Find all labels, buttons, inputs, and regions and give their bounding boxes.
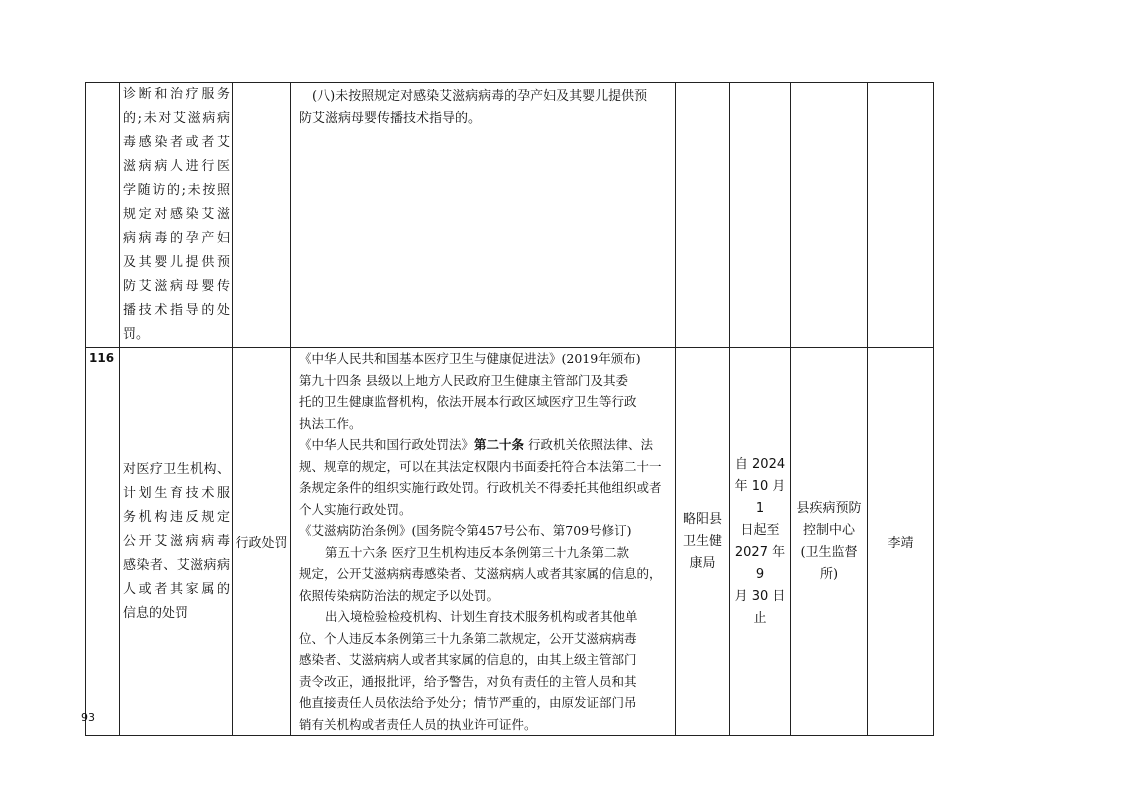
basis-line: 托的卫生健康监督机构，依法开展本行政区域医疗卫生等行政 bbox=[299, 394, 637, 409]
basis-line: 防艾滋病母婴传播技术指导的。 bbox=[299, 111, 482, 126]
responsible-person: 李靖 bbox=[887, 536, 914, 551]
basis-cell bbox=[291, 83, 676, 348]
basis-line bbox=[299, 434, 671, 456]
person-cell bbox=[868, 83, 934, 348]
name-line: 及其婴儿提供预 bbox=[123, 255, 230, 270]
agency-line: 所) bbox=[819, 566, 839, 582]
name-line: 公开艾滋病病毒 bbox=[123, 533, 230, 549]
period-line: 年 10 月 1 bbox=[734, 478, 786, 516]
name-line: 对医疗卫生机构、 bbox=[123, 461, 230, 477]
law-title: 《艾滋病防治条例》(国务院令第457号公布、第709号修订) bbox=[299, 523, 632, 538]
subject-cell bbox=[676, 83, 730, 348]
basis-line: 第九十四条 县级以上地方人民政府卫生健康主管部门及其委 bbox=[299, 372, 628, 388]
name-line: 防艾滋病母婴传 bbox=[123, 279, 230, 294]
agency-line: 控制中心 bbox=[802, 522, 855, 538]
power-list-table bbox=[85, 82, 934, 736]
basis-line: 规、规章的规定，可以在其法定权限内书面委托符合本法第二十一 bbox=[299, 458, 662, 474]
name-line: 人或者其家属的 bbox=[123, 581, 230, 597]
article-number: 第二十条 bbox=[474, 437, 525, 452]
name-line: 学随访的;未按照 bbox=[123, 183, 230, 198]
name-line: 的;未对艾滋病病 bbox=[123, 111, 230, 126]
agency-line: (卫生监督 bbox=[800, 544, 858, 560]
item-number: 116 bbox=[89, 351, 115, 365]
basis-line: 执法工作。 bbox=[299, 415, 362, 431]
category-cell bbox=[233, 348, 291, 736]
subject-line: 康局 bbox=[689, 555, 716, 571]
subject-line: 略阳县 bbox=[682, 511, 722, 527]
name-line: 播技术指导的处 bbox=[123, 303, 230, 318]
category-text: 行政处罚 bbox=[235, 536, 288, 551]
subject-cell bbox=[676, 348, 730, 736]
page-number: 93 bbox=[81, 711, 95, 724]
law-title: 《中华人民共和国基本医疗卫生与健康促进法》(2019年颁布) bbox=[299, 351, 641, 366]
name-line: 毒感染者或者艾 bbox=[123, 135, 230, 150]
agency-line: 县疾病预防 bbox=[796, 500, 862, 516]
table-row bbox=[86, 83, 934, 348]
period-line: 自 2024 bbox=[734, 456, 786, 472]
period-cell bbox=[730, 348, 791, 736]
item-name-cell bbox=[120, 83, 233, 348]
basis-line: 出入境检验检疫机构、计划生育技术服务机构或者其他单 bbox=[325, 609, 638, 624]
name-line: 感染者、艾滋病病 bbox=[123, 557, 230, 573]
category-cell bbox=[233, 83, 291, 348]
basis-line: 个人实施行政处罚。 bbox=[299, 501, 412, 517]
agency-cell bbox=[791, 83, 868, 348]
basis-line: 责令改正，通报批评，给予警告，对负有责任的主管人员和其 bbox=[299, 673, 637, 689]
basis-line: 销有关机构或者责任人员的执业许可证件。 bbox=[299, 716, 537, 732]
period-line: 止 bbox=[753, 610, 767, 626]
period-line: 日起至 bbox=[740, 522, 780, 538]
basis-line: 第五十六条 医疗卫生机构违反本条例第三十九条第二款 bbox=[325, 544, 629, 560]
basis-text: 行政机关依照法律、法 bbox=[524, 437, 654, 452]
basis-line: 他直接责任人员依法给予处分；情节严重的，由原发证部门吊 bbox=[299, 695, 637, 710]
name-line: 务机构违反规定 bbox=[123, 509, 230, 525]
name-line: 滋病病人进行医 bbox=[123, 159, 230, 174]
name-line: 罚。 bbox=[123, 327, 150, 342]
basis-line: 依照传染病防治法的规定予以处罚。 bbox=[299, 587, 500, 603]
basis-line: 条规定条件的组织实施行政处罚。行政机关不得委托其他组织或者 bbox=[299, 480, 662, 495]
period-line: 2027 年 9 bbox=[734, 544, 786, 582]
name-line: 诊断和治疗服务 bbox=[123, 87, 230, 102]
agency-cell bbox=[791, 348, 868, 736]
subject-line: 卫生健 bbox=[682, 533, 722, 549]
law-title: 《中华人民共和国行政处罚法》 bbox=[299, 437, 475, 452]
person-cell bbox=[868, 348, 934, 736]
basis-line: 位、个人违反本条例第三十九条第二款规定，公开艾滋病病毒 bbox=[299, 630, 637, 646]
basis-line: 感染者、艾滋病病人或者其家属的信息的，由其上级主管部门 bbox=[299, 652, 637, 667]
name-line: 计划生育技术服 bbox=[123, 485, 230, 501]
period-cell bbox=[730, 83, 791, 348]
table-row bbox=[86, 348, 934, 736]
number-cell bbox=[86, 83, 120, 348]
number-cell bbox=[86, 348, 120, 736]
basis-line: 规定，公开艾滋病病毒感染者、艾滋病病人或者其家属的信息的， bbox=[299, 566, 662, 581]
basis-cell bbox=[291, 348, 676, 736]
period-line: 月 30 日 bbox=[734, 588, 786, 604]
name-line: 病病毒的孕产妇 bbox=[123, 231, 230, 246]
name-line: 信息的处罚 bbox=[123, 605, 189, 621]
item-name-cell bbox=[120, 348, 233, 736]
basis-line: (八)未按照规定对感染艾滋病病毒的孕产妇及其婴儿提供预 bbox=[312, 89, 648, 104]
name-line: 规定对感染艾滋 bbox=[123, 207, 230, 222]
